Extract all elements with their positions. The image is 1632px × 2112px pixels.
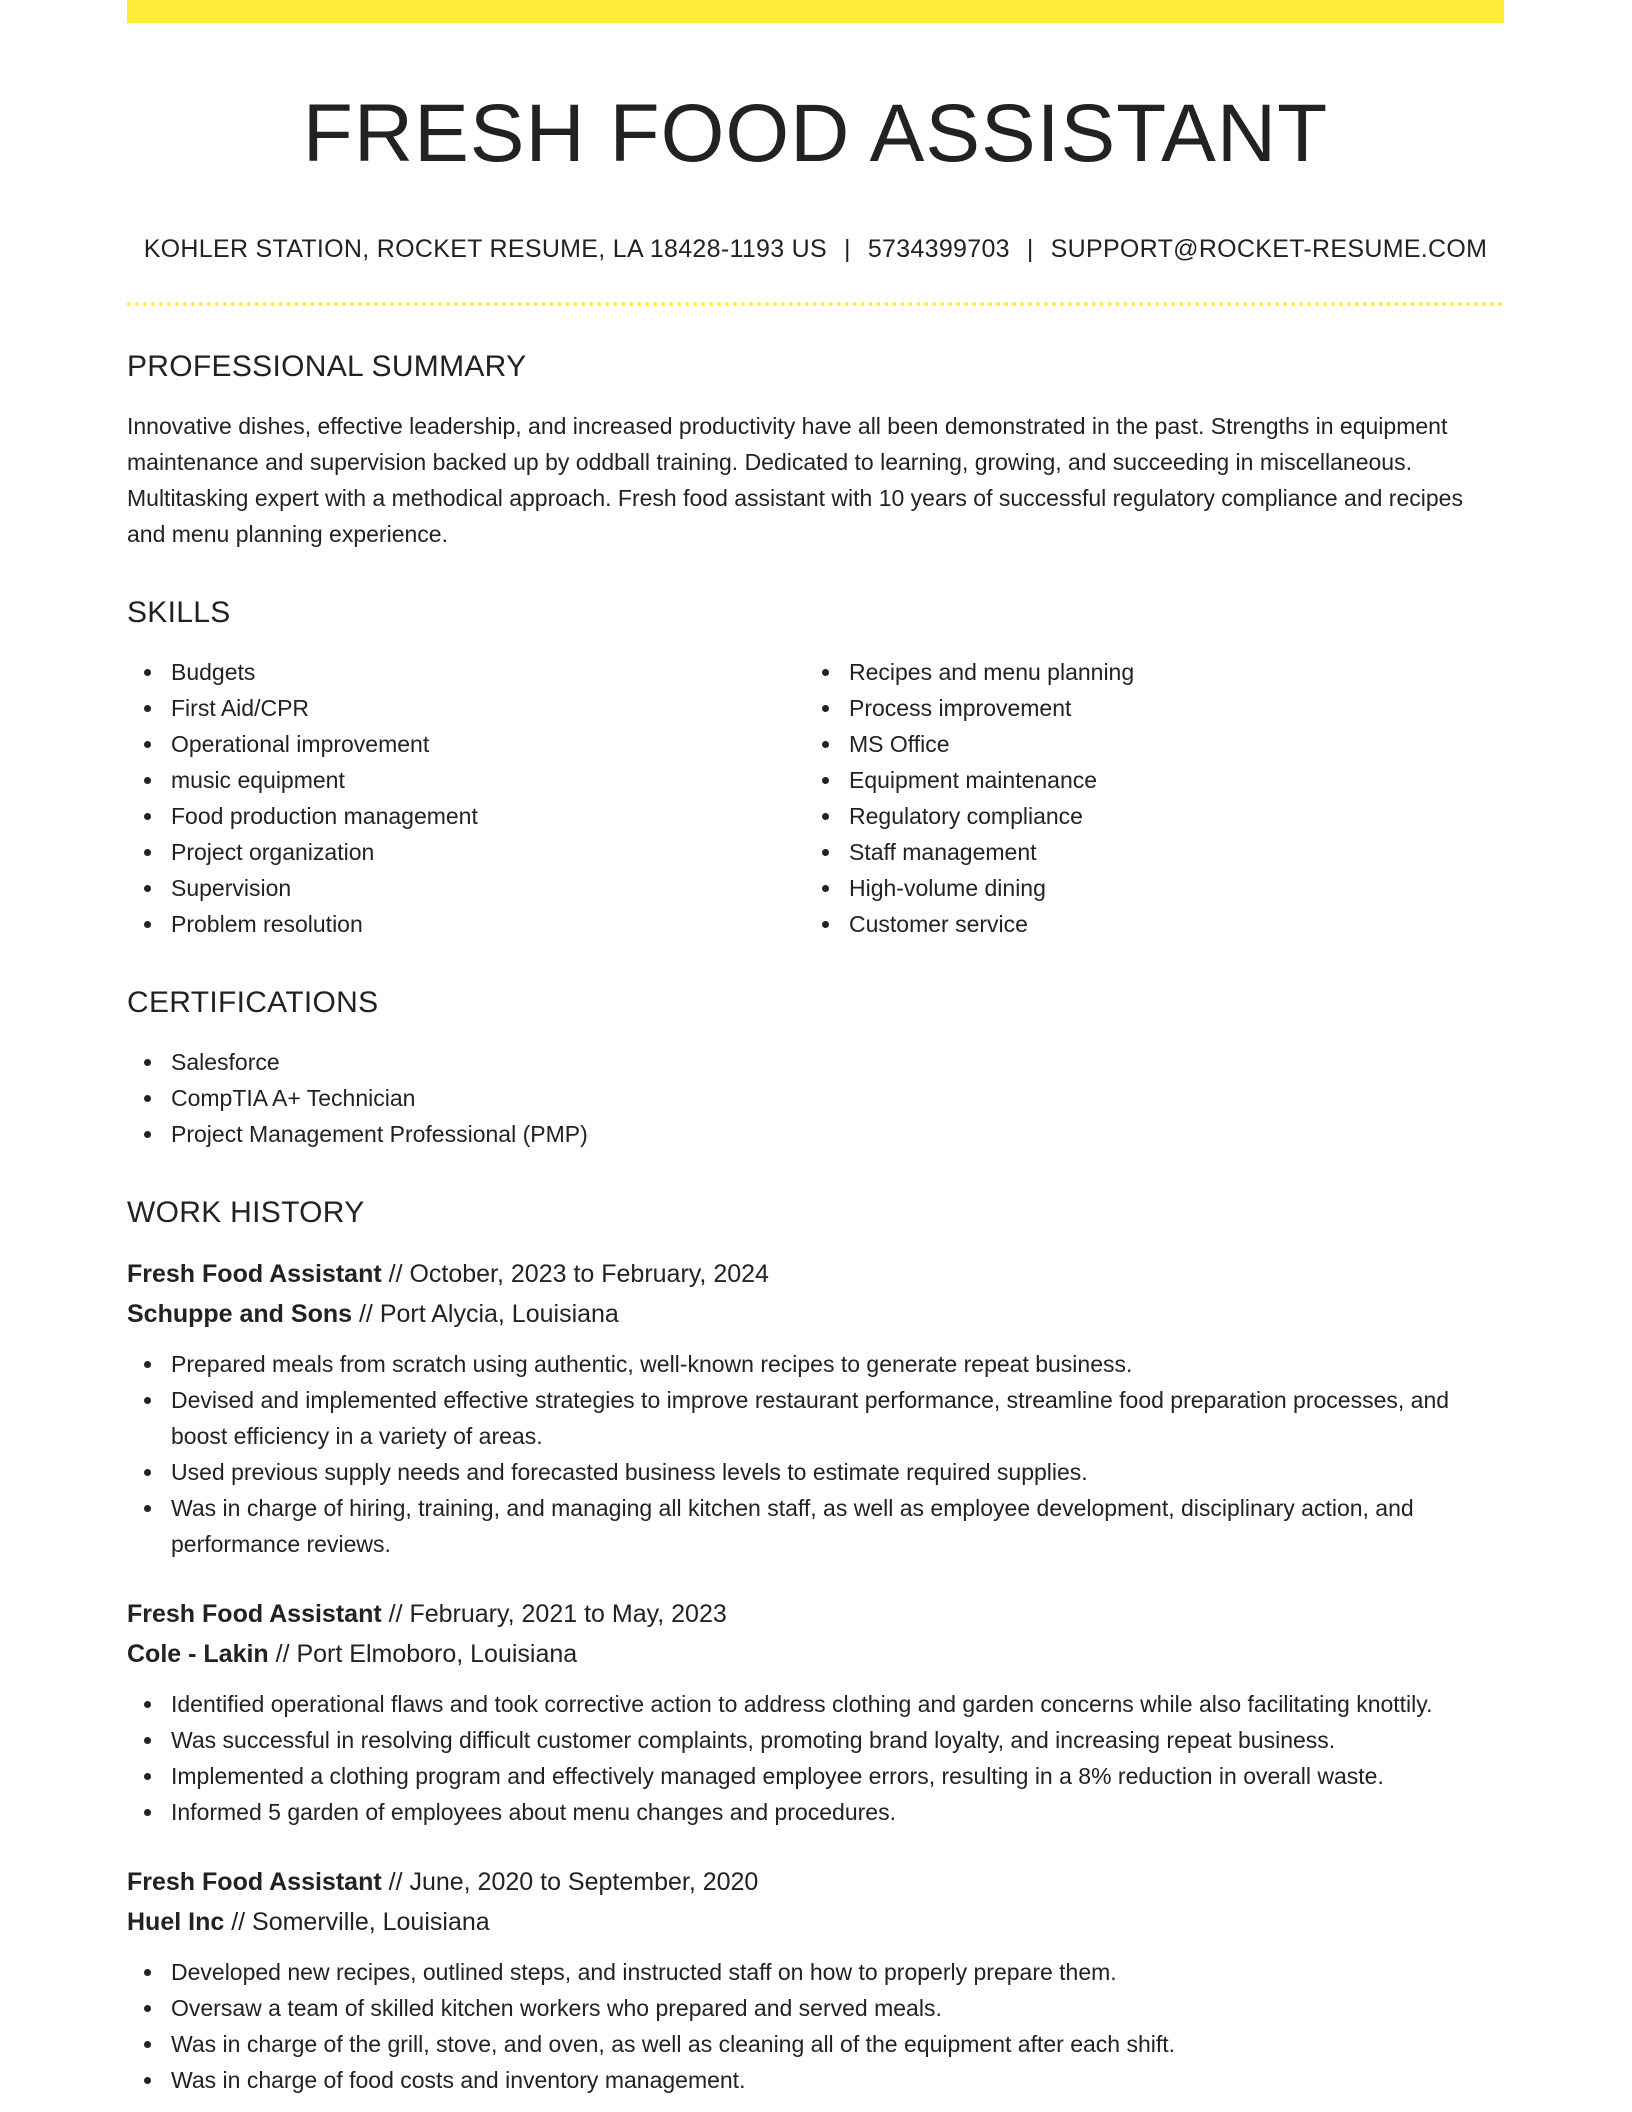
job-bullet: Oversaw a team of skilled kitchen workers who prepared and served meals.	[127, 1990, 1504, 2026]
skill-item: Food production management	[127, 798, 805, 834]
job-bullet-list	[127, 1346, 1504, 1562]
skill-item: Problem resolution	[127, 906, 805, 942]
job-entry	[127, 1254, 1504, 1562]
job-bullet: Developed new recipes, outlined steps, and instructed staff on how to properly prepare them.	[127, 1954, 1504, 1990]
job-company-line	[127, 1294, 1504, 1334]
job-title-line	[127, 1254, 1504, 1294]
contact-separator: |	[1026, 235, 1034, 263]
skill-item: Supervision	[127, 870, 805, 906]
certification-item: CompTIA A+ Technician	[127, 1080, 1504, 1116]
job-entry	[127, 1862, 1504, 2098]
skills-list-left	[127, 654, 805, 942]
skill-item: Budgets	[127, 654, 805, 690]
job-title: Fresh Food Assistant	[127, 1868, 382, 1896]
job-dates: // June, 2020 to September, 2020	[381, 1868, 759, 1896]
skill-item: music equipment	[127, 762, 805, 798]
job-dates: // February, 2021 to May, 2023	[381, 1600, 727, 1628]
skill-item: Regulatory compliance	[805, 798, 1483, 834]
certifications-title: CERTIFICATIONS	[127, 986, 379, 1019]
job-entry	[127, 1594, 1504, 1830]
job-title: Fresh Food Assistant	[127, 1600, 382, 1628]
resume-page	[127, 0, 1504, 2098]
contact-phone: 5734399703	[867, 235, 1010, 263]
skill-item: Staff management	[805, 834, 1483, 870]
job-bullet: Identified operational flaws and took corrective action to address clothing and garden concerns while also facilitating knottily.	[127, 1686, 1504, 1722]
job-company: Cole - Lakin	[127, 1640, 269, 1668]
skill-item: High-volume dining	[805, 870, 1483, 906]
job-bullet: Used previous supply needs and forecasted business levels to estimate required supplies.	[127, 1454, 1504, 1490]
contact-separator: |	[844, 235, 851, 263]
job-bullet-list	[127, 1686, 1504, 1830]
job-bullet: Was successful in resolving difficult customer complaints, promoting brand loyalty, and increasing repeat business.	[127, 1722, 1504, 1758]
job-bullet: Was in charge of food costs and inventory management.	[127, 2062, 1504, 2098]
skills-list-right	[805, 654, 1483, 942]
skills-grid	[127, 654, 1504, 942]
job-title: Fresh Food Assistant	[127, 1260, 382, 1288]
contact-email: SUPPORT@ROCKET-RESUME.COM	[1050, 235, 1488, 263]
dotted-divider	[127, 302, 1504, 306]
contact-address: KOHLER STATION, ROCKET RESUME, LA 18428-1193 US	[143, 235, 828, 263]
job-bullet: Devised and implemented effective strategies to improve restaurant performance, streamline food preparation processes, and boost efficiency in a variety of areas.	[127, 1382, 1504, 1454]
skill-item: Customer service	[805, 906, 1483, 942]
top-accent-bar	[127, 0, 1504, 23]
certifications-list	[127, 1044, 1504, 1152]
contact-line	[127, 235, 1504, 264]
job-location: // Port Alycia, Louisiana	[352, 1300, 619, 1328]
job-bullet: Informed 5 garden of employees about menu changes and procedures.	[127, 1794, 1504, 1830]
job-company-line	[127, 1634, 1504, 1674]
summary-text: Innovative dishes, effective leadership, and increased productivity have all been demonstrated in the past. Strengths in equipment maintenance and supervision backed up by oddball training. Dedicated to learning, growing, and succeeding in miscellaneous. Multitasking expert with a methodical approach. Fresh food assistant with 10 years of successful regulatory compliance and recipes and menu planning experience.	[127, 413, 1463, 547]
skill-item: Project organization	[127, 834, 805, 870]
skills-title: SKILLS	[127, 596, 231, 629]
job-bullet: Implemented a clothing program and effectively managed employee errors, resulting in a 8% reduction in overall waste.	[127, 1758, 1504, 1794]
skill-item: Process improvement	[805, 690, 1483, 726]
job-dates: // October, 2023 to February, 2024	[381, 1260, 769, 1288]
certification-item: Project Management Professional (PMP)	[127, 1116, 1504, 1152]
job-company: Schuppe and Sons	[127, 1300, 353, 1328]
job-company: Huel Inc	[127, 1908, 225, 1936]
job-bullet: Prepared meals from scratch using authentic, well-known recipes to generate repeat business.	[127, 1346, 1504, 1382]
job-title-line	[127, 1862, 1504, 1902]
job-location: // Port Elmoboro, Louisiana	[268, 1640, 578, 1668]
skill-item: Equipment maintenance	[805, 762, 1483, 798]
job-bullet-list	[127, 1954, 1504, 2098]
job-bullet: Was in charge of hiring, training, and managing all kitchen staff, as well as employee development, disciplinary action, and performance reviews.	[127, 1490, 1504, 1562]
certification-item: Salesforce	[127, 1044, 1504, 1080]
candidate-name: FRESH FOOD ASSISTANT	[302, 88, 1329, 179]
job-location: // Somerville, Louisiana	[224, 1908, 490, 1936]
job-bullet: Was in charge of the grill, stove, and oven, as well as cleaning all of the equipment after each shift.	[127, 2026, 1504, 2062]
job-title-line	[127, 1594, 1504, 1634]
work-history-title: WORK HISTORY	[127, 1196, 365, 1229]
skill-item: Operational improvement	[127, 726, 805, 762]
skill-item: First Aid/CPR	[127, 690, 805, 726]
skill-item: MS Office	[805, 726, 1483, 762]
job-company-line	[127, 1902, 1504, 1942]
summary-title: PROFESSIONAL SUMMARY	[127, 350, 527, 383]
skill-item: Recipes and menu planning	[805, 654, 1483, 690]
